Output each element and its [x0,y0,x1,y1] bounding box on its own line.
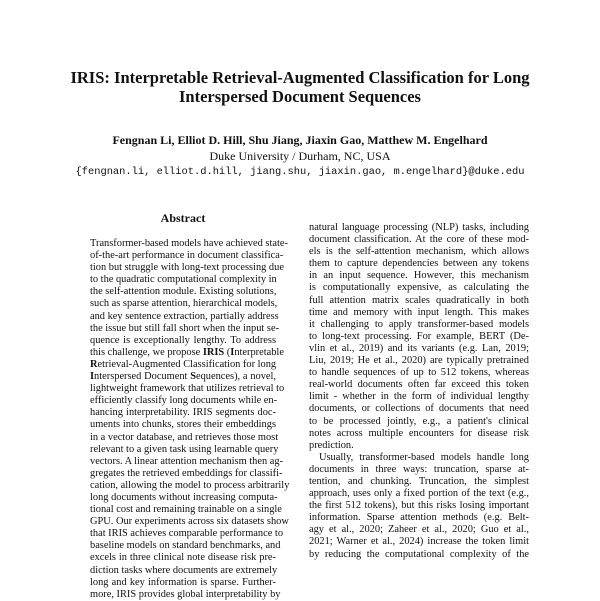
abstract-heading: Abstract [160,211,206,225]
text-line: the self-attention module. Existing solutions, [90,286,277,298]
text-line: relevant to a given task using learnable query [90,443,279,455]
text-line: more, IRIS provides global interpretability by [90,588,281,600]
affiliation: Duke University / Durham, NC, USA [209,149,391,163]
text-line: Liu, 2019; He et al., 2020) are typically pretrained [309,355,529,367]
text-line: agy et al., 2020; Zaheer et al., 2020; Guo et al., [309,524,529,536]
text-line: gregates the retrieved embeddings for classifi- [90,467,283,479]
text-line: natural language processing (NLP) tasks, including [309,222,529,233]
text-line: documents in three ways: truncation, sparse at- [309,463,529,475]
text-line: uments into chunks, stores their embeddings [90,419,276,431]
text-line: long and key information is sparse. Further- [90,576,276,588]
text-line: and key sentence extraction, partially address [90,310,279,322]
text-line: real-world documents often far exceed this token [309,379,529,391]
text-line: cation, allowing the model to process arbitrarily [90,479,290,491]
text-line: it challenging to apply transformer-based models [309,318,529,330]
text-line: them to capture dependencies between any tokens [309,258,529,270]
text-line: els is the self-attention mechanism, which allows [309,246,529,258]
text-line: 2021; Warner et al., 2024) increase the token limit [309,536,529,548]
text-line: documents, or collections of documents that need [309,403,529,415]
abstract-body [90,238,290,601]
author-list: Fengnan Li, Elliot D. Hill, Shu Jiang, Jiaxin Gao, Matthew M. Engelhard [112,133,488,147]
text-line: Interspersed Document Sequences), a novel, [90,371,276,383]
text-line: GPU. Our experiments across six datasets show [90,516,289,528]
text-line: long documents without increasing computa- [90,491,278,503]
text-line: hancing interpretability. IRIS segments doc- [90,407,276,419]
text-line: by reducing the computational complexity of the [309,548,529,560]
text-line: such as sparse attention, hierarchical models, [90,298,278,310]
text-line: quence is exceptionally lengthy. To address [90,334,276,346]
text-line: excels in three clinical note disease risk pre- [90,552,276,564]
text-line: the first 512 tokens), but this risks losing important [309,500,529,512]
text-line: this challenge, we propose IRIS (Interpretable [90,346,284,358]
text-line: tention, and chunking. Truncation, the simplest [309,475,529,487]
text-line: document classification. At the core of these mod- [309,234,529,246]
text-line: information. Sparse attention methods (e.g. Belt- [309,512,529,524]
text-line: in an input sequence. However, this mechanism [309,270,529,282]
text-line: approach, uses only a fixed portion of the text (e.g., [309,488,529,500]
text-line: diction tasks where documents are extremely [90,564,278,576]
text-line: the issue but still fall short when the input se- [90,322,280,334]
text-line: to the quadratic computational complexity in [90,274,277,286]
text-line: time and memory with input length. This makes [309,306,529,318]
text-line: vlin et al., 2019) and its variants (e.g. Lan, 2019; [309,342,529,354]
text-line: baseline models on standard benchmarks, and [90,540,281,552]
text-line: notes across multiple encounters for disease risk [309,427,529,439]
text-line: Retrieval-Augmented Classification for long [90,358,277,370]
text-line: tional cost and remaining trainable on a single [90,504,282,516]
text-line: prediction. [309,439,354,451]
text-line: Transformer-based models have achieved state- [90,238,288,249]
text-line: to long-text processing. For example, BERT (De- [309,330,529,342]
introduction-body [309,222,529,561]
text-line: of-the-art performance in document classifica- [90,250,284,262]
author-emails: {fengnan.li, elliot.d.hill, jiang.shu, jiaxin.gao, m.engelhard}@duke.edu [75,166,525,178]
text-line: is computationally expensive, as calculating the [309,282,529,294]
text-line: limit - whether in the form of individual lengthy [309,391,529,403]
text-line: efficiently classify long documents while en- [90,395,278,407]
text-line: lightweight framework that utilizes retrieval to [90,383,285,395]
text-line: tion but struggle with long-text processing due [90,262,284,274]
paper-title-line-1: IRIS: Interpretable Retrieval-Augmented Classification for Long [70,68,530,87]
text-line: in a vector database, and retrieves those most [90,431,279,443]
text-line: to be processed jointly, e.g., a patient's clinical [309,415,529,427]
text-line: to handle sequences of up to 512 tokens, whereas [309,367,529,379]
text-line: full attention matrix scales quadratically in both [309,294,529,306]
text-line: vectors. A linear attention mechanism then ag- [90,455,284,467]
text-line: Usually, transformer-based models handle long [319,451,529,463]
text-line: that IRIS achieves comparable performance to [90,528,284,540]
paper-title-line-2: Interspersed Document Sequences [179,87,421,106]
